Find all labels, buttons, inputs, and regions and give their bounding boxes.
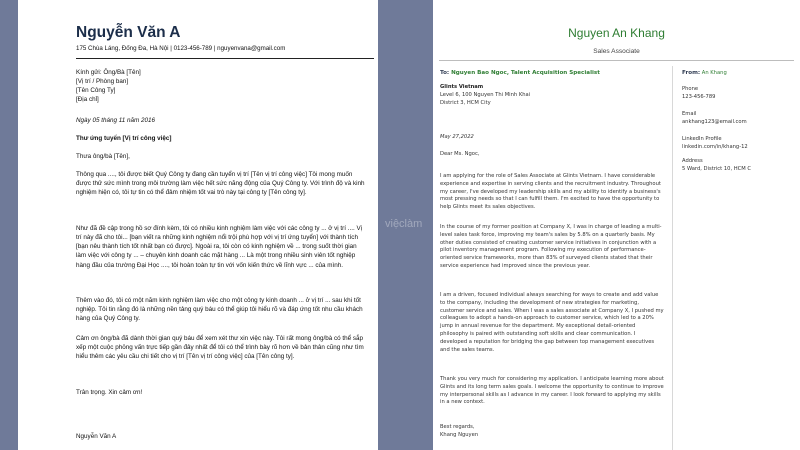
- to-name: Nguyen Bao Ngoc, Talent Acquisition Specialist: [451, 70, 600, 76]
- signature: Khang Nguyen: [440, 431, 479, 438]
- from-line: [682, 69, 800, 78]
- paragraph: Như đã đề cập trong hồ sơ đính kèm, tôi có nhiều kinh nghiệm làm việc với các công ty ... ở vị trí .... Vị trí này đã cho tôi... [bạn viết ra những kinh nghiệm nổi trội phù hợp với vị trí ứng tuyển] với thành tích [bạn nêu thành tích tốt nhất bạn có được]. Ngoài ra, tôi còn có kinh nghiệm về ... trong suốt thời gian làm việc với công ty ... – chuyên kinh doanh các mặt hàng ... Là một trong nhiều sinh viên tốt nghiệp hàng đầu của trường Đại Học ...., tôi hoàn toàn tự tin với vốn kiến thức về lĩnh vực ... của mình.: [76, 225, 363, 269]
- linkedin-label: LinkedIn Profile: [682, 136, 722, 142]
- from-label: From:: [682, 70, 701, 76]
- paragraph: Cảm ơn ông/bà đã dành thời gian quý báu để xem xét thư xin việc này. Tôi rất mong ông/bà có thể sắp xếp một cuộc phỏng vấn trực tiếp gần đây nhất để tôi có thể trình bày rõ hơn về bản thân cũng như tìm hiểu thêm các yêu cầu chi tiết cho vị trí [Tên vị trí công việc] của [Tên công ty].: [76, 335, 364, 361]
- email-label: Email: [682, 111, 697, 117]
- applicant-name: Nguyen An Khang: [568, 26, 665, 40]
- applicant-role: Sales Associate: [593, 48, 640, 55]
- email-block: [682, 111, 800, 127]
- paragraph: I am a driven, focused individual always searching for ways to create and add value to the company, including the development of new strategies for marketing, customer service and sales. When I was a sales associate at Company X, I pushed my colleagues to adopt a hands-on approach to customer service, which led to a 20% jump in annual revenue for the department. My exceptional detail-oriented philosophy is paired with outstanding soft skills and clear communication. I developed a reputation for bridging the gap between top management executives and the sales teams.: [440, 292, 664, 353]
- recipient-line: [Địa chỉ]: [76, 96, 99, 104]
- signature: Nguyễn Văn A: [76, 433, 117, 440]
- phone-block: [682, 86, 800, 102]
- header-divider: [76, 58, 374, 59]
- phone-label: Phone: [682, 86, 699, 92]
- paragraph: Thông qua ...., tôi được biết Quý Công ty đang cần tuyển vị trí [Tên vị trí công việc] Tôi mong muốn được thử sức mình trong môi trường làm việc hết sức năng động của Quý Công ty. Với trình độ và kinh nghiệm hiện có, tôi tự tin có thể đảm nhiệm tốt vai trò này tại công ty [Tên công ty].: [76, 171, 365, 197]
- recipient-line: Kính gửi: Ông/Bà [Tên]: [76, 69, 141, 76]
- address-line: Level 6, 100 Nguyen Thi Minh Khai: [440, 91, 531, 98]
- address-line: District 3, HCM City: [440, 99, 491, 106]
- salutation: Thưa ông/bà [Tên],: [76, 153, 130, 160]
- email-value: ankhang123@email.com: [682, 118, 747, 125]
- closing-block: [440, 424, 664, 440]
- column-divider: [672, 66, 673, 450]
- salutation: Dear Ms. Ngoc,: [440, 151, 480, 157]
- watermark: việclàm: [385, 218, 423, 230]
- recipient-block: [76, 68, 366, 105]
- linkedin-block: [682, 136, 800, 152]
- cover-letter-vietnamese: [18, 0, 378, 450]
- address-label: Address: [682, 158, 703, 164]
- address-value: 5 Ward, District 10, HCM C: [682, 165, 752, 172]
- address-block: [682, 158, 800, 174]
- letter-date: May 27,2022: [440, 134, 474, 140]
- linkedin-value: linkedin.com/in/khang-12: [682, 143, 748, 150]
- closing: Trân trọng. Xin cảm ơn!: [76, 389, 143, 396]
- paragraph: In the course of my former position at Company X, I was in charge of leading a multi-level sales task force, improving my team's sales by 5.8% on a quarterly basis. My other duties consisted of creating customer service initiatives in conjunction with a pilot inventory management program. Following my execution of performance-oriented service frameworks, more than 83% of surveyed clients stated that their service experience had improved since the previous year.: [440, 224, 662, 269]
- company-name: Glints Vietnam: [440, 84, 484, 90]
- recipient-line: [Tên Công Ty]: [76, 87, 116, 95]
- paragraph: Thêm vào đó, tôi có một năm kinh nghiệm làm việc cho một công ty kinh doanh ... ở vị trí ... sau khi tốt nghiệp. Tôi tin rằng đó là những nền tảng quý báu có thể giúp tôi hiểu rõ và đáp ứng tốt nhu cầu khách hàng của Quý Công ty.: [76, 297, 363, 323]
- header-divider: [439, 60, 794, 61]
- paragraph: I am applying for the role of Sales Associate at Glints Vietnam. I have considerable experience and expertise in serving clients and the recruitment industry. Throughout my career, I've developed my leadership skills and my ability to identify a business's most pressing needs so that I can fulfill them. I'm excited to have the opportunity to help Glints meet its sales objectives.: [440, 173, 661, 211]
- closing: Best regards,: [440, 424, 475, 430]
- to-label: To:: [440, 70, 450, 76]
- cover-letter-english: [433, 0, 800, 450]
- paragraph: Thank you very much for considering my application. I anticipate learning more about Glints and its long term sales goals. I welcome the opportunity to continue to improve my interpersonal skills as I advance in my career. I look forward to applying my skills in a new context.: [440, 376, 664, 406]
- letter-date: Ngày 05 tháng 11 năm 2016: [76, 117, 156, 124]
- phone-value: 123-456-789: [682, 93, 716, 100]
- to-line: [440, 69, 600, 77]
- letter-subject: Thư ứng tuyển [Vị trí công việc]: [76, 135, 172, 142]
- applicant-name: Nguyễn Văn A: [76, 24, 181, 41]
- from-name: An Khang: [701, 70, 727, 76]
- contact-line: 175 Chùa Láng, Đống Đa, Hà Nội | 0123-456-789 | nguyenvana@gmail.com: [76, 45, 286, 52]
- recipient-line: [Vị trí / Phòng ban]: [76, 78, 129, 86]
- recipient-address: [440, 84, 664, 107]
